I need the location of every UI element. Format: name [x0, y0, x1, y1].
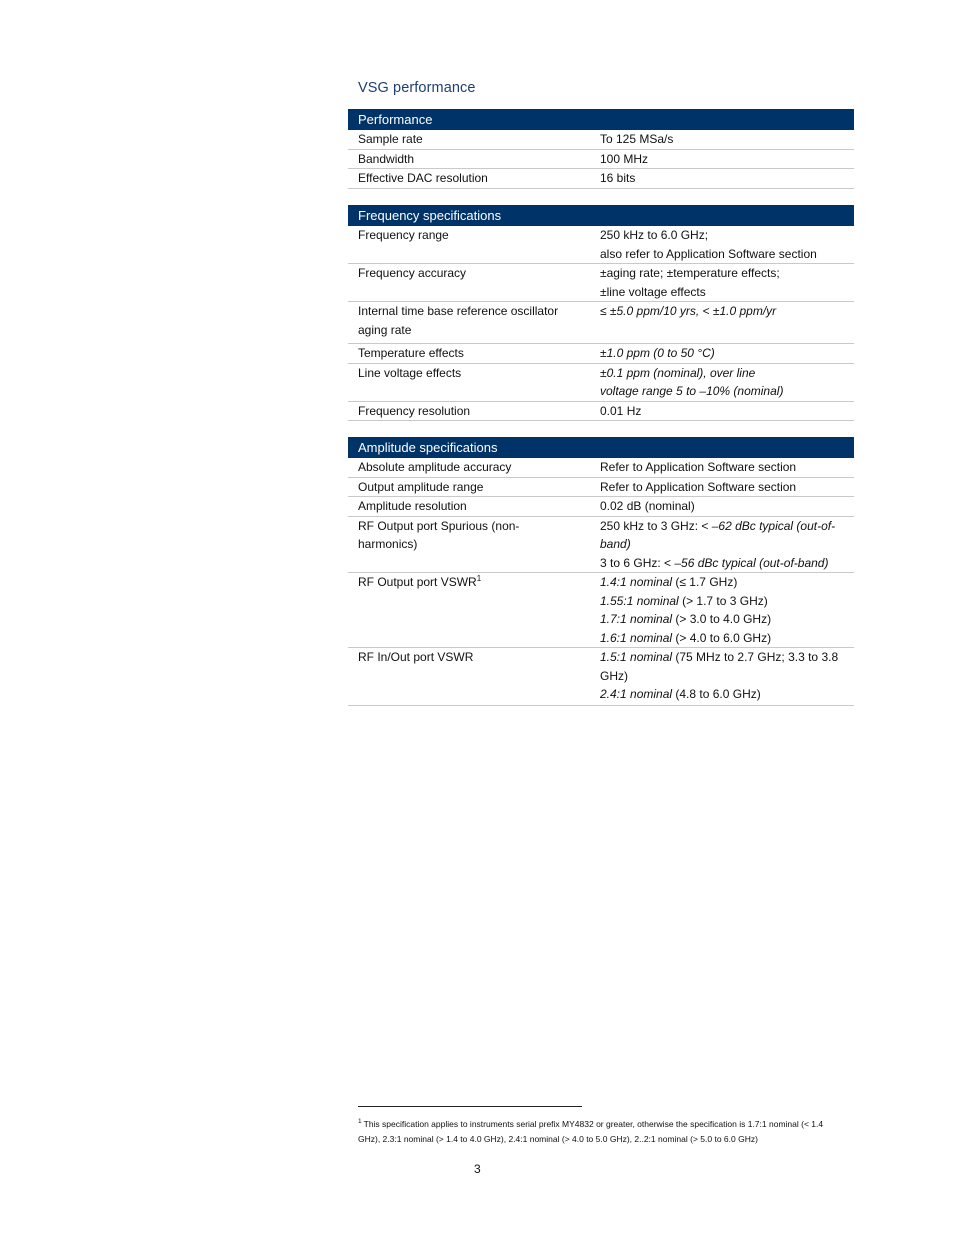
- row-label: Frequency resolution: [358, 403, 471, 418]
- row-label: Output amplitude range: [358, 479, 484, 494]
- value-italic: –62 dBc typical (out-of-: [711, 518, 836, 533]
- label-line: aging rate: [358, 322, 412, 337]
- table-row: [348, 478, 854, 498]
- row-label: Frequency range: [358, 228, 449, 242]
- value-line: [600, 573, 842, 592]
- table-header: Amplitude specifications: [348, 437, 854, 458]
- value-italic: 1.55:1 nominal: [600, 593, 679, 608]
- page-number: 3: [474, 1162, 481, 1176]
- table-row: [348, 364, 854, 402]
- row-value: [600, 364, 854, 401]
- row-label: [348, 517, 600, 573]
- row-value: To 125 MSa/s: [600, 132, 674, 146]
- row-label: Line voltage effects: [358, 365, 462, 380]
- value-line: [600, 554, 842, 573]
- row-value: ≤ ±5.0 ppm/10 yrs, < ±1.0 ppm/yr: [600, 304, 777, 318]
- row-value: Refer to Application Software section: [600, 479, 797, 494]
- label-text: RF Output port VSWR: [358, 575, 477, 589]
- row-label: Sample rate: [358, 132, 423, 146]
- table-row: [348, 302, 854, 344]
- label-line: RF Output port Spurious (non-: [358, 518, 520, 533]
- value-line: band): [600, 537, 631, 551]
- frequency-table: [348, 205, 854, 421]
- value-rest: (≤ 1.7 GHz): [672, 575, 738, 589]
- table-row: [348, 648, 854, 706]
- label-line: Internal time base reference oscillator: [358, 304, 559, 318]
- footnote-marker: 1: [476, 574, 482, 583]
- value-line: [600, 629, 842, 648]
- value-italic: 2.4:1 nominal: [600, 687, 673, 701]
- value-prefix: 3 to 6 GHz: <: [600, 555, 675, 570]
- value-line: 250 kHz to 6.0 GHz;: [600, 228, 709, 242]
- row-value: ±1.0 ppm (0 to 50 °C): [600, 346, 715, 360]
- value-line: ±line voltage effects: [600, 284, 706, 299]
- value-line: also refer to Application Software section: [600, 246, 817, 261]
- table-header: Performance: [348, 109, 854, 130]
- row-value: [600, 517, 854, 573]
- table-row: [348, 169, 854, 189]
- row-label: Bandwidth: [358, 151, 415, 166]
- row-label: Amplitude resolution: [358, 499, 467, 513]
- table-row: [348, 226, 854, 264]
- table-row: [348, 458, 854, 478]
- value-prefix: 250 kHz to 3 GHz: <: [600, 518, 712, 533]
- value-rest: (4.8 to 6.0 GHz): [672, 687, 761, 701]
- footnote-marker: 1: [358, 1118, 362, 1125]
- value-rest: (> 4.0 to 6.0 GHz): [672, 630, 772, 645]
- row-label: Effective DAC resolution: [358, 171, 488, 185]
- row-value: 16 bits: [600, 171, 636, 185]
- amplitude-table: [348, 437, 854, 706]
- row-value: [600, 573, 854, 647]
- table-row: [348, 130, 854, 150]
- footnote-text: This specification applies to instruments serial prefix MY4832 or greater, otherwise the specification is 1.7:1 nominal (< 1.4 GHz), 2.3:1 nominal (> 1.4 to 4.0 GHz), 2.4:1 nominal (> 4.0 to 5.0 GHz), 2..2:1 nominal (> 5.0 to 6.0 GHz): [358, 1119, 824, 1144]
- label-line: harmonics): [358, 537, 418, 551]
- value-line: ±0.1 ppm (nominal), over line: [600, 365, 756, 380]
- row-value: [600, 648, 854, 704]
- value-line: [600, 517, 842, 536]
- row-value: 100 MHz: [600, 151, 649, 166]
- value-italic: 1.6:1 nominal: [600, 630, 673, 645]
- value-rest: (75 MHz to 2.7 GHz; 3.3 to 3.8: [672, 650, 839, 664]
- row-label: Frequency accuracy: [358, 266, 467, 280]
- footnote-divider: [358, 1106, 582, 1107]
- value-line: voltage range 5 to –10% (nominal): [600, 384, 784, 398]
- table-row: [348, 150, 854, 170]
- row-label: RF In/Out port VSWR: [358, 650, 474, 664]
- value-line: ±aging rate; ±temperature effects;: [600, 266, 780, 280]
- row-value: 0.02 dB (nominal): [600, 499, 695, 513]
- value-italic: 1.7:1 nominal: [600, 612, 673, 626]
- row-label: [348, 573, 600, 647]
- row-label: Absolute amplitude accuracy: [358, 460, 512, 474]
- table-header: Frequency specifications: [348, 205, 854, 226]
- value-line: [600, 592, 842, 611]
- value-line: [600, 610, 842, 629]
- value-line: [600, 648, 842, 667]
- table-row: [348, 497, 854, 517]
- footnote: [358, 1117, 844, 1146]
- row-value: 0.01 Hz: [600, 403, 642, 418]
- value-line: GHz): [600, 668, 628, 683]
- row-value: Refer to Application Software section: [600, 460, 797, 474]
- row-label: Temperature effects: [358, 346, 464, 360]
- performance-table: [348, 109, 854, 189]
- row-label: [348, 302, 600, 339]
- value-rest: (> 3.0 to 4.0 GHz): [672, 612, 772, 626]
- table-row: [348, 264, 854, 302]
- table-row: [348, 517, 854, 574]
- table-row: [348, 402, 854, 422]
- value-rest: (> 1.7 to 3 GHz): [678, 593, 768, 608]
- value-italic: –56 dBc typical (out-of-band): [674, 555, 829, 570]
- value-italic: 1.5:1 nominal: [600, 650, 673, 664]
- value-line: [600, 685, 842, 704]
- table-row: [348, 573, 854, 648]
- value-italic: 1.4:1 nominal: [600, 575, 673, 589]
- section-title: VSG performance: [358, 80, 476, 96]
- table-row: [348, 344, 854, 364]
- row-value: [600, 264, 854, 301]
- row-value: [600, 226, 854, 263]
